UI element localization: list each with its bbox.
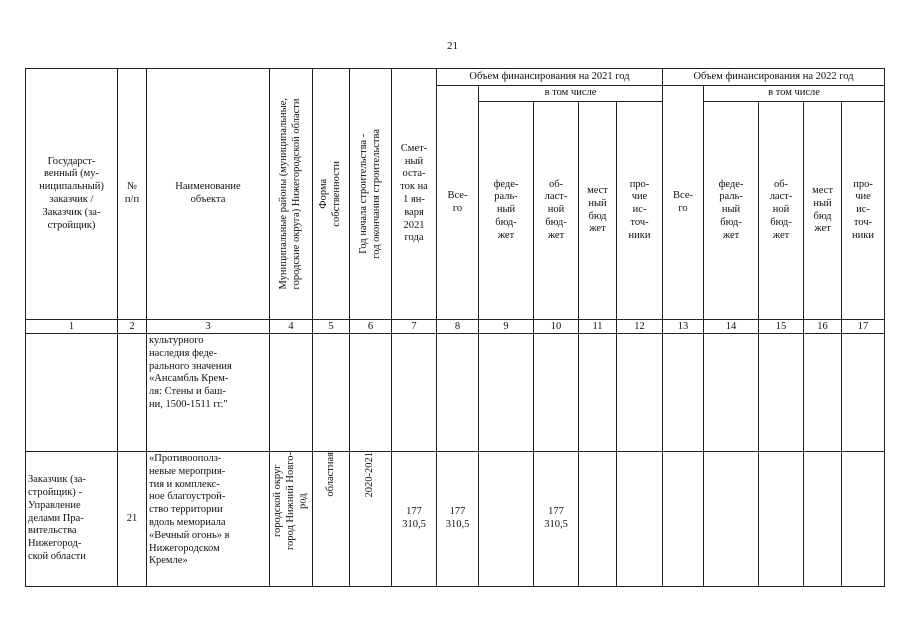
- row-regional-2021: 177 310,5: [534, 452, 579, 587]
- col-number: 4: [270, 320, 313, 334]
- col-number: 1: [26, 320, 118, 334]
- header-including-2022: в том числе: [704, 86, 885, 102]
- col-number: 7: [392, 320, 437, 334]
- header-including-2021: в том числе: [479, 86, 663, 102]
- table-row-continuation: [26, 334, 885, 452]
- col-number: 11: [579, 320, 617, 334]
- header-districts: Муниципальные районы (муниципальные, городские округа) Нижегородской области: [270, 69, 313, 320]
- col-number: 16: [804, 320, 842, 334]
- header-num: № п/п: [118, 69, 147, 320]
- header-years: Год начала строительства - год окончания строительства: [350, 69, 392, 320]
- financing-table: [25, 68, 885, 587]
- header-regional-2021: об- ласт- ной бюд- жет: [534, 102, 579, 320]
- col-number: 15: [759, 320, 804, 334]
- column-number-row: [26, 320, 885, 334]
- header-total-2022: Все- го: [663, 86, 704, 320]
- row-num: 21: [118, 452, 147, 587]
- col-number: 10: [534, 320, 579, 334]
- col-number: 13: [663, 320, 704, 334]
- header-federal-2022: федe- раль- ный бюд- жет: [704, 102, 759, 320]
- row-ownership: областная: [313, 452, 350, 587]
- row-total-2021: 177 310,5: [437, 452, 479, 587]
- header-fin-2022: Объем финансирования на 2022 год: [663, 69, 885, 86]
- row-years: 2020-2021: [350, 452, 392, 587]
- col-number: 14: [704, 320, 759, 334]
- col-number: 17: [842, 320, 885, 334]
- col-number: 6: [350, 320, 392, 334]
- header-estimate: Смет- ный оста- ток на 1 ян- варя 2021 года: [392, 69, 437, 320]
- header-ownership: Форма собственности: [313, 69, 350, 320]
- col-number: 2: [118, 320, 147, 334]
- header-other-2021: про- чие ис- точ- ники: [617, 102, 663, 320]
- col-number: 3: [147, 320, 270, 334]
- row-estimate: 177 310,5: [392, 452, 437, 587]
- row-district: городской округ город Нижний Новго- род: [270, 452, 313, 587]
- header-federal-2021: федe- раль- ный бюд- жет: [479, 102, 534, 320]
- row-customer: Заказчик (за- стройщик) - Управление делами Пра- вительства Нижегород- ской области: [26, 452, 118, 587]
- table-row-21: [26, 452, 885, 587]
- header-regional-2022: об- ласт- ной бюд- жет: [759, 102, 804, 320]
- header-customer: Государст- венный (му- ниципальный) заказчик / Заказчик (за- стройщик): [26, 69, 118, 320]
- header-object-name: Наименование объекта: [147, 69, 270, 320]
- row-object-name: «Противоополз- невые мероприя- тия и комплекс- ное благоустрой- ство территории вдоль мемориала «Вечный огонь» в Нижегородском Кремле»: [147, 452, 270, 587]
- header-other-2022: про- чие ис- точ- ники: [842, 102, 885, 320]
- header-local-2021: мест ный бюд жет: [579, 102, 617, 320]
- object-name-continuation: культурного наследия феде- рального значения «Ансамбль Крем- ля: Стены и баш- ни, 1500-1511 гг.": [147, 334, 270, 452]
- header-fin-2021: Объем финансирования на 2021 год: [437, 69, 663, 86]
- page-number: 21: [447, 40, 458, 52]
- header-total-2021: Все- го: [437, 86, 479, 320]
- col-number: 8: [437, 320, 479, 334]
- col-number: 5: [313, 320, 350, 334]
- col-number: 12: [617, 320, 663, 334]
- col-number: 9: [479, 320, 534, 334]
- header-local-2022: мест ный бюд жет: [804, 102, 842, 320]
